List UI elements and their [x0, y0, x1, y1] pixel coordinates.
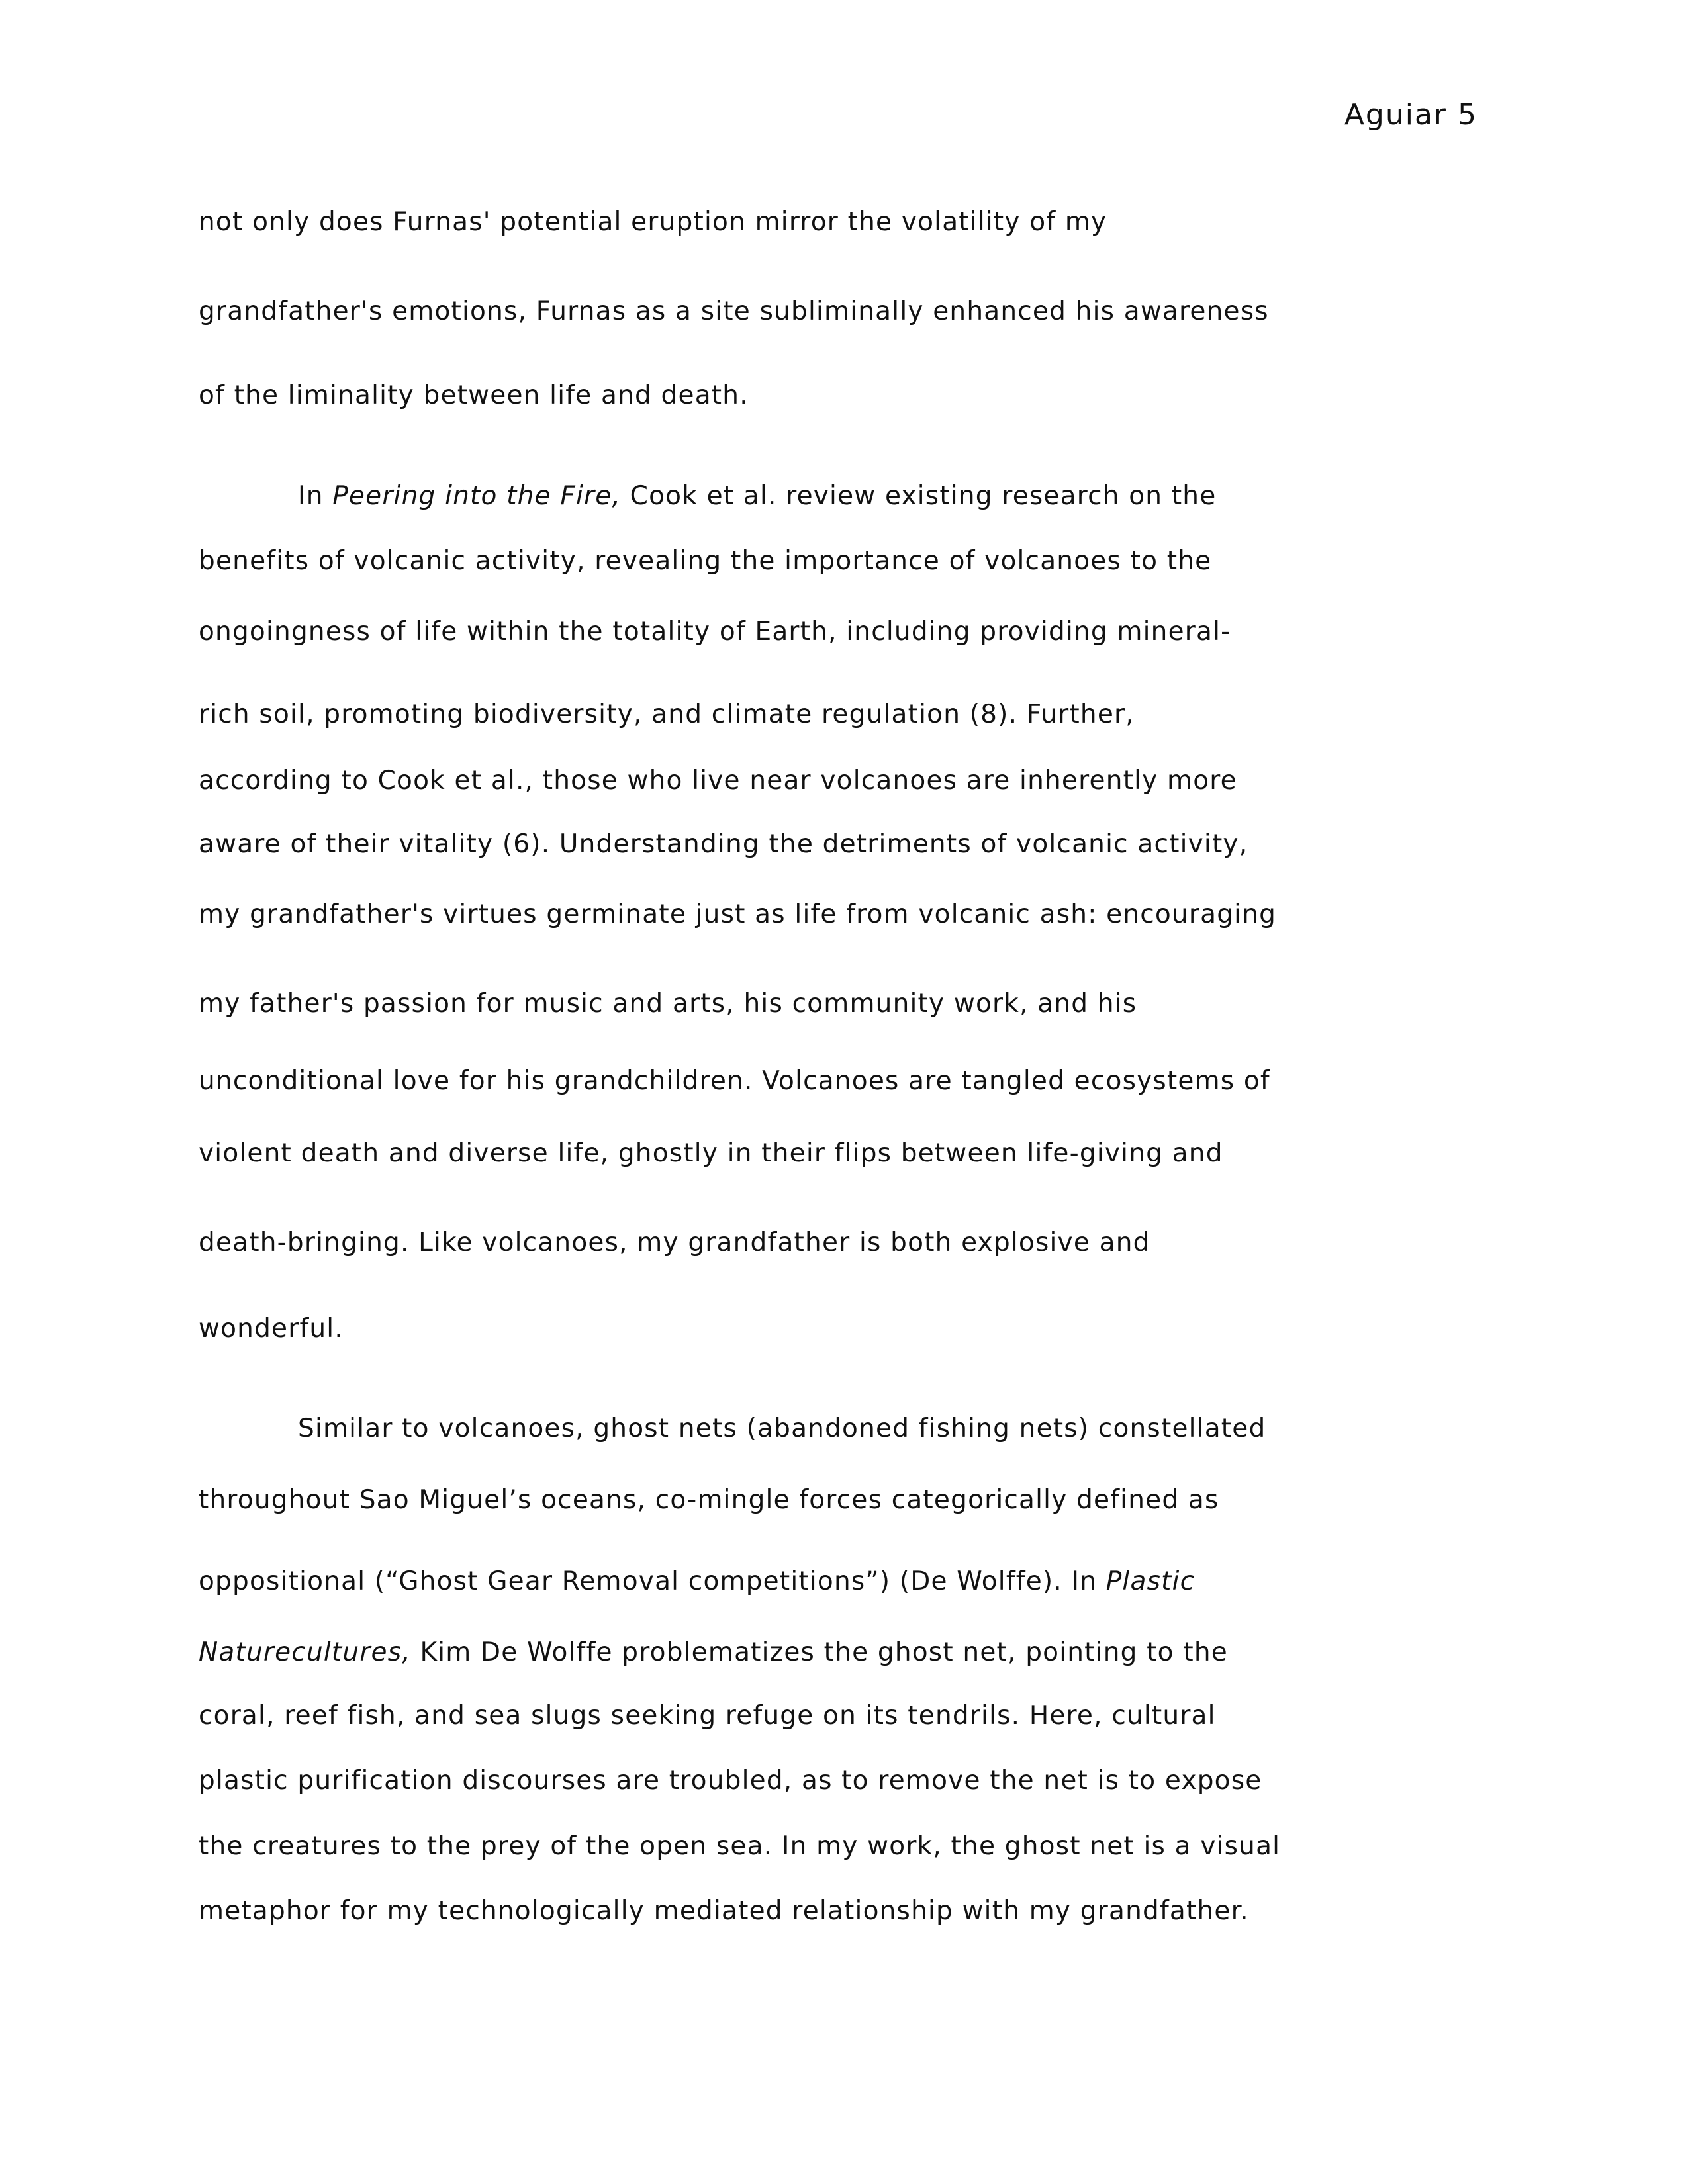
- text-line: rich soil, promoting biodiversity, and climate regulation (8). Further,: [199, 700, 1135, 729]
- text-line: grandfather's emotions, Furnas as a site subliminally enhanced his awareness: [199, 296, 1269, 326]
- text-line: death-bringing. Like volcanoes, my grandfather is both explosive and: [199, 1228, 1150, 1257]
- text-segment: Kim De Wolffe problematizes the ghost net, pointing to the: [410, 1637, 1228, 1667]
- text-line: my father's passion for music and arts, his community work, and his: [199, 989, 1137, 1019]
- paragraph-line: [199, 1569, 1195, 1594]
- paragraph-line: [199, 1639, 1228, 1665]
- paragraph-first-line: [298, 483, 1216, 509]
- text-segment: oppositional (“Ghost Gear Removal competitions”) (De Wolffe). In: [199, 1567, 1106, 1596]
- text-line: ongoingness of life within the totality of Earth, including providing mineral-: [199, 617, 1231, 647]
- work-title: Plastic: [1105, 1567, 1196, 1596]
- text-line: wonderful.: [199, 1314, 344, 1343]
- text-line: metaphor for my technologically mediated relationship with my grandfather.: [199, 1896, 1249, 1926]
- work-title: Peering into the Fire,: [332, 481, 622, 511]
- text-line: plastic purification discourses are troubled, as to remove the net is to expose: [199, 1766, 1262, 1796]
- text-line: of the liminality between life and death.: [199, 381, 749, 410]
- text-line: the creatures to the prey of the open sea. In my work, the ghost net is a visual: [199, 1831, 1281, 1861]
- text-segment: Cook et al. review existing research on the: [621, 481, 1217, 511]
- text-line: throughout Sao Miguel’s oceans, co-mingle forces categorically defined as: [199, 1485, 1219, 1515]
- text-line: violent death and diverse life, ghostly in their flips between life-giving and: [199, 1138, 1223, 1168]
- text-line: coral, reef fish, and sea slugs seeking refuge on its tendrils. Here, cultural: [199, 1701, 1216, 1731]
- text-line: aware of their vitality (6). Understanding the detriments of volcanic activity,: [199, 829, 1248, 859]
- text-line: unconditional love for his grandchildren. Volcanoes are tangled ecosystems of: [199, 1066, 1270, 1096]
- text-line: not only does Furnas' potential eruption mirror the volatility of my: [199, 207, 1107, 237]
- text-line: according to Cook et al., those who live near volcanoes are inherently more: [199, 766, 1237, 796]
- text-segment: In: [298, 481, 333, 511]
- work-title: Naturecultures,: [199, 1637, 411, 1667]
- text-line: Similar to volcanoes, ghost nets (abandoned fishing nets) constellated: [298, 1414, 1266, 1443]
- page-header: Aguiar 5: [1344, 98, 1477, 132]
- text-line: my grandfather's virtues germinate just as life from volcanic ash: encouraging: [199, 899, 1277, 929]
- text-line: benefits of volcanic activity, revealing the importance of volcanoes to the: [199, 546, 1212, 576]
